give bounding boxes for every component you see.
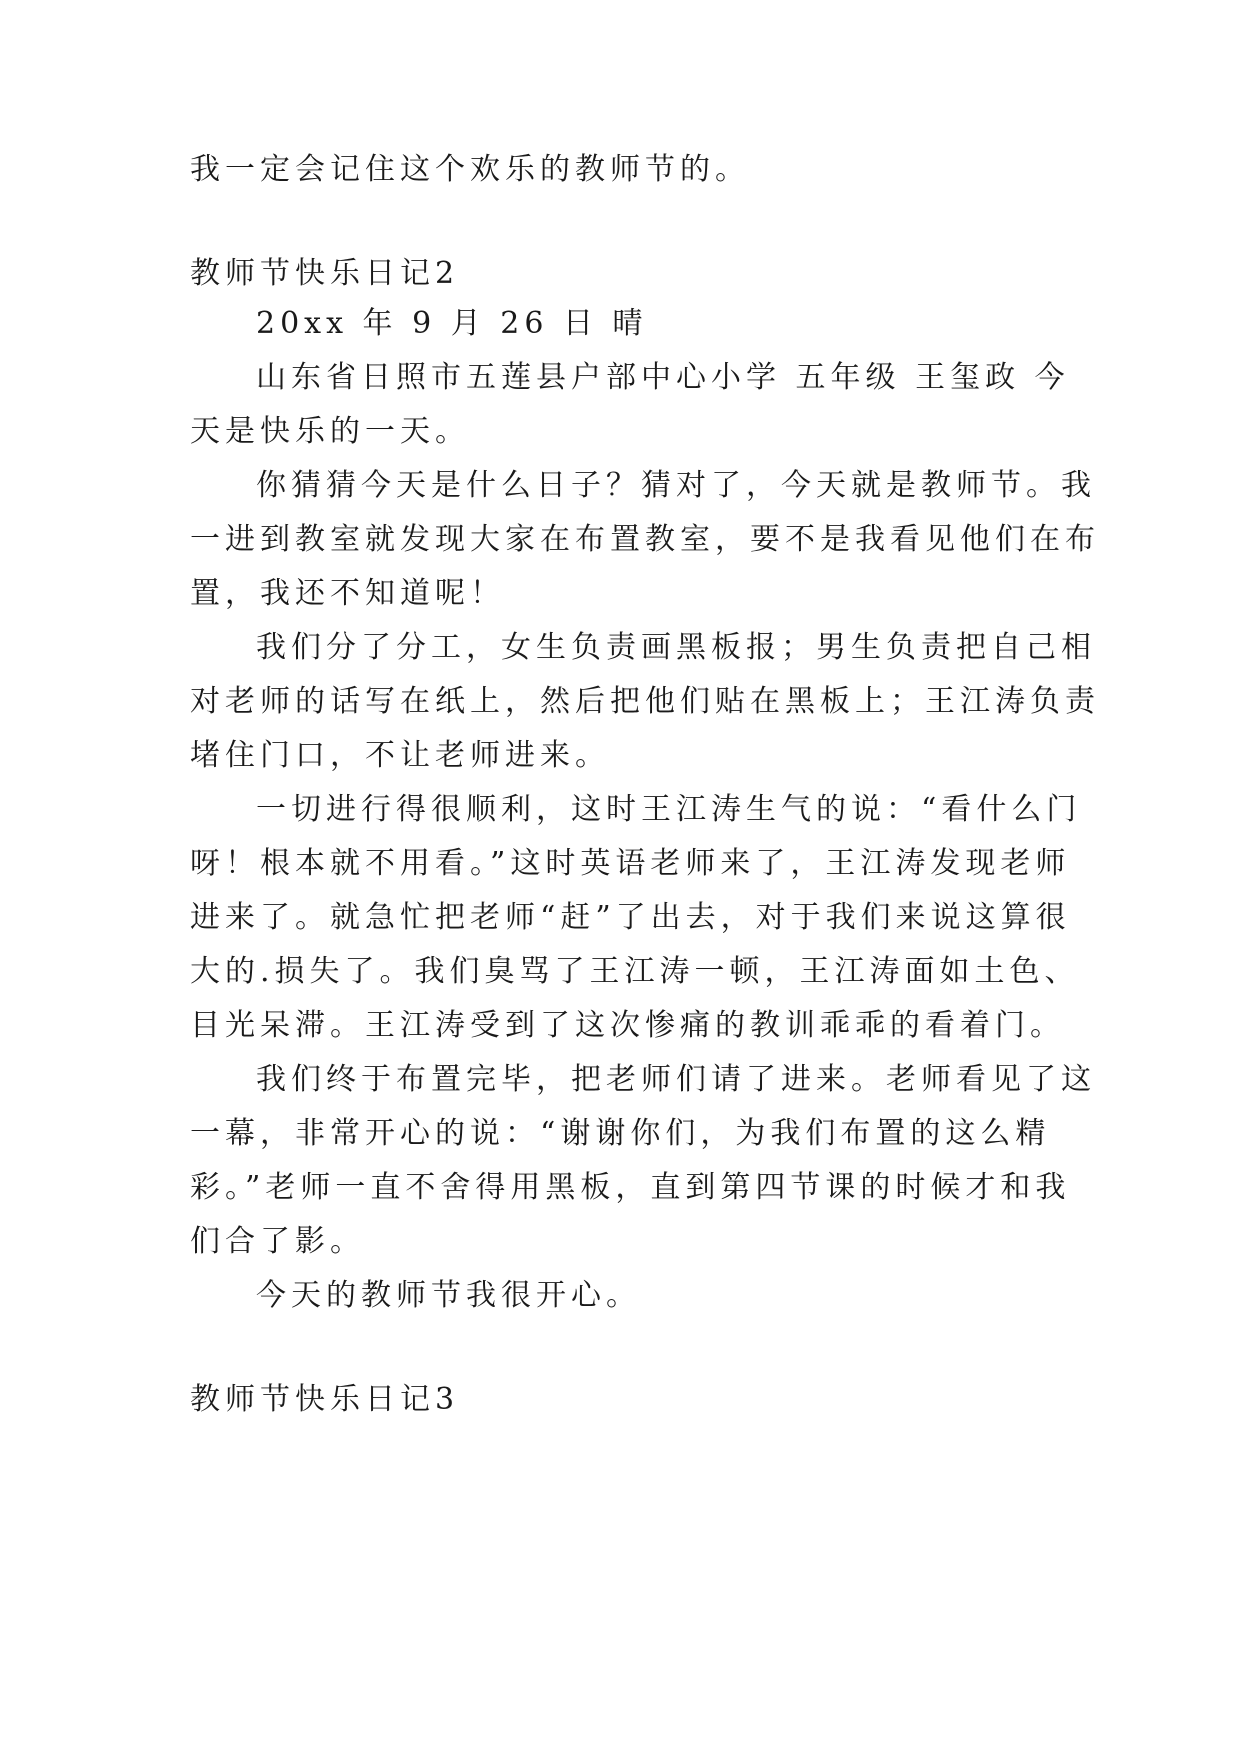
paragraph-line: 一幕，非常开心的说：“谢谢你们，为我们布置的这么精 bbox=[190, 1116, 1051, 1151]
date-weather-line: 20xx 年 9 月 26 日 晴 bbox=[256, 306, 648, 341]
section-title: 教师节快乐日记3 bbox=[190, 1382, 460, 1417]
paragraph-line: 进来了。就急忙把老师“赶”了出去，对于我们来说这算很 bbox=[190, 900, 1071, 935]
paragraph-line: 一进到教室就发现大家在布置教室，要不是我看见他们在布 bbox=[190, 522, 1100, 557]
paragraph-line: 我们终于布置完毕，把老师们请了进来。老师看见了这 bbox=[256, 1062, 1096, 1097]
paragraph-line: 对老师的话写在纸上，然后把他们贴在黑板上；王江涛负责 bbox=[190, 684, 1100, 719]
paragraph-line: 目光呆滞。王江涛受到了这次惨痛的教训乖乖的看着门。 bbox=[190, 1008, 1065, 1043]
paragraph-line: 我们分了分工，女生负责画黑板报；男生负责把自己相 bbox=[256, 630, 1096, 665]
section-title: 教师节快乐日记2 bbox=[190, 256, 460, 291]
paragraph-line: 大的.损失了。我们臭骂了王江涛一顿，王江涛面如土色、 bbox=[190, 954, 1080, 989]
paragraph-line: 呀！根本就不用看。”这时英语老师来了，王江涛发现老师 bbox=[190, 846, 1071, 881]
paragraph-line: 堵住门口，不让老师进来。 bbox=[190, 738, 610, 773]
paragraph-line: 天是快乐的一天。 bbox=[190, 414, 470, 449]
paragraph-line: 一切进行得很顺利，这时王江涛生气的说：“看什么门 bbox=[256, 792, 1082, 827]
paragraph-line: 置，我还不知道呢！ bbox=[190, 576, 505, 611]
paragraph-line: 你猜猜今天是什么日子？猜对了，今天就是教师节。我 bbox=[256, 468, 1096, 503]
paragraph-line: 今天的教师节我很开心。 bbox=[256, 1278, 641, 1313]
paragraph-line: 彩。”老师一直不舍得用黑板，直到第四节课的时候才和我 bbox=[190, 1170, 1071, 1205]
closing-line: 我一定会记住这个欢乐的教师节的。 bbox=[190, 152, 750, 187]
paragraph-line: 山东省日照市五莲县户部中心小学 五年级 王玺政 今 bbox=[256, 360, 1070, 395]
paragraph-line: 们合了影。 bbox=[190, 1224, 365, 1259]
